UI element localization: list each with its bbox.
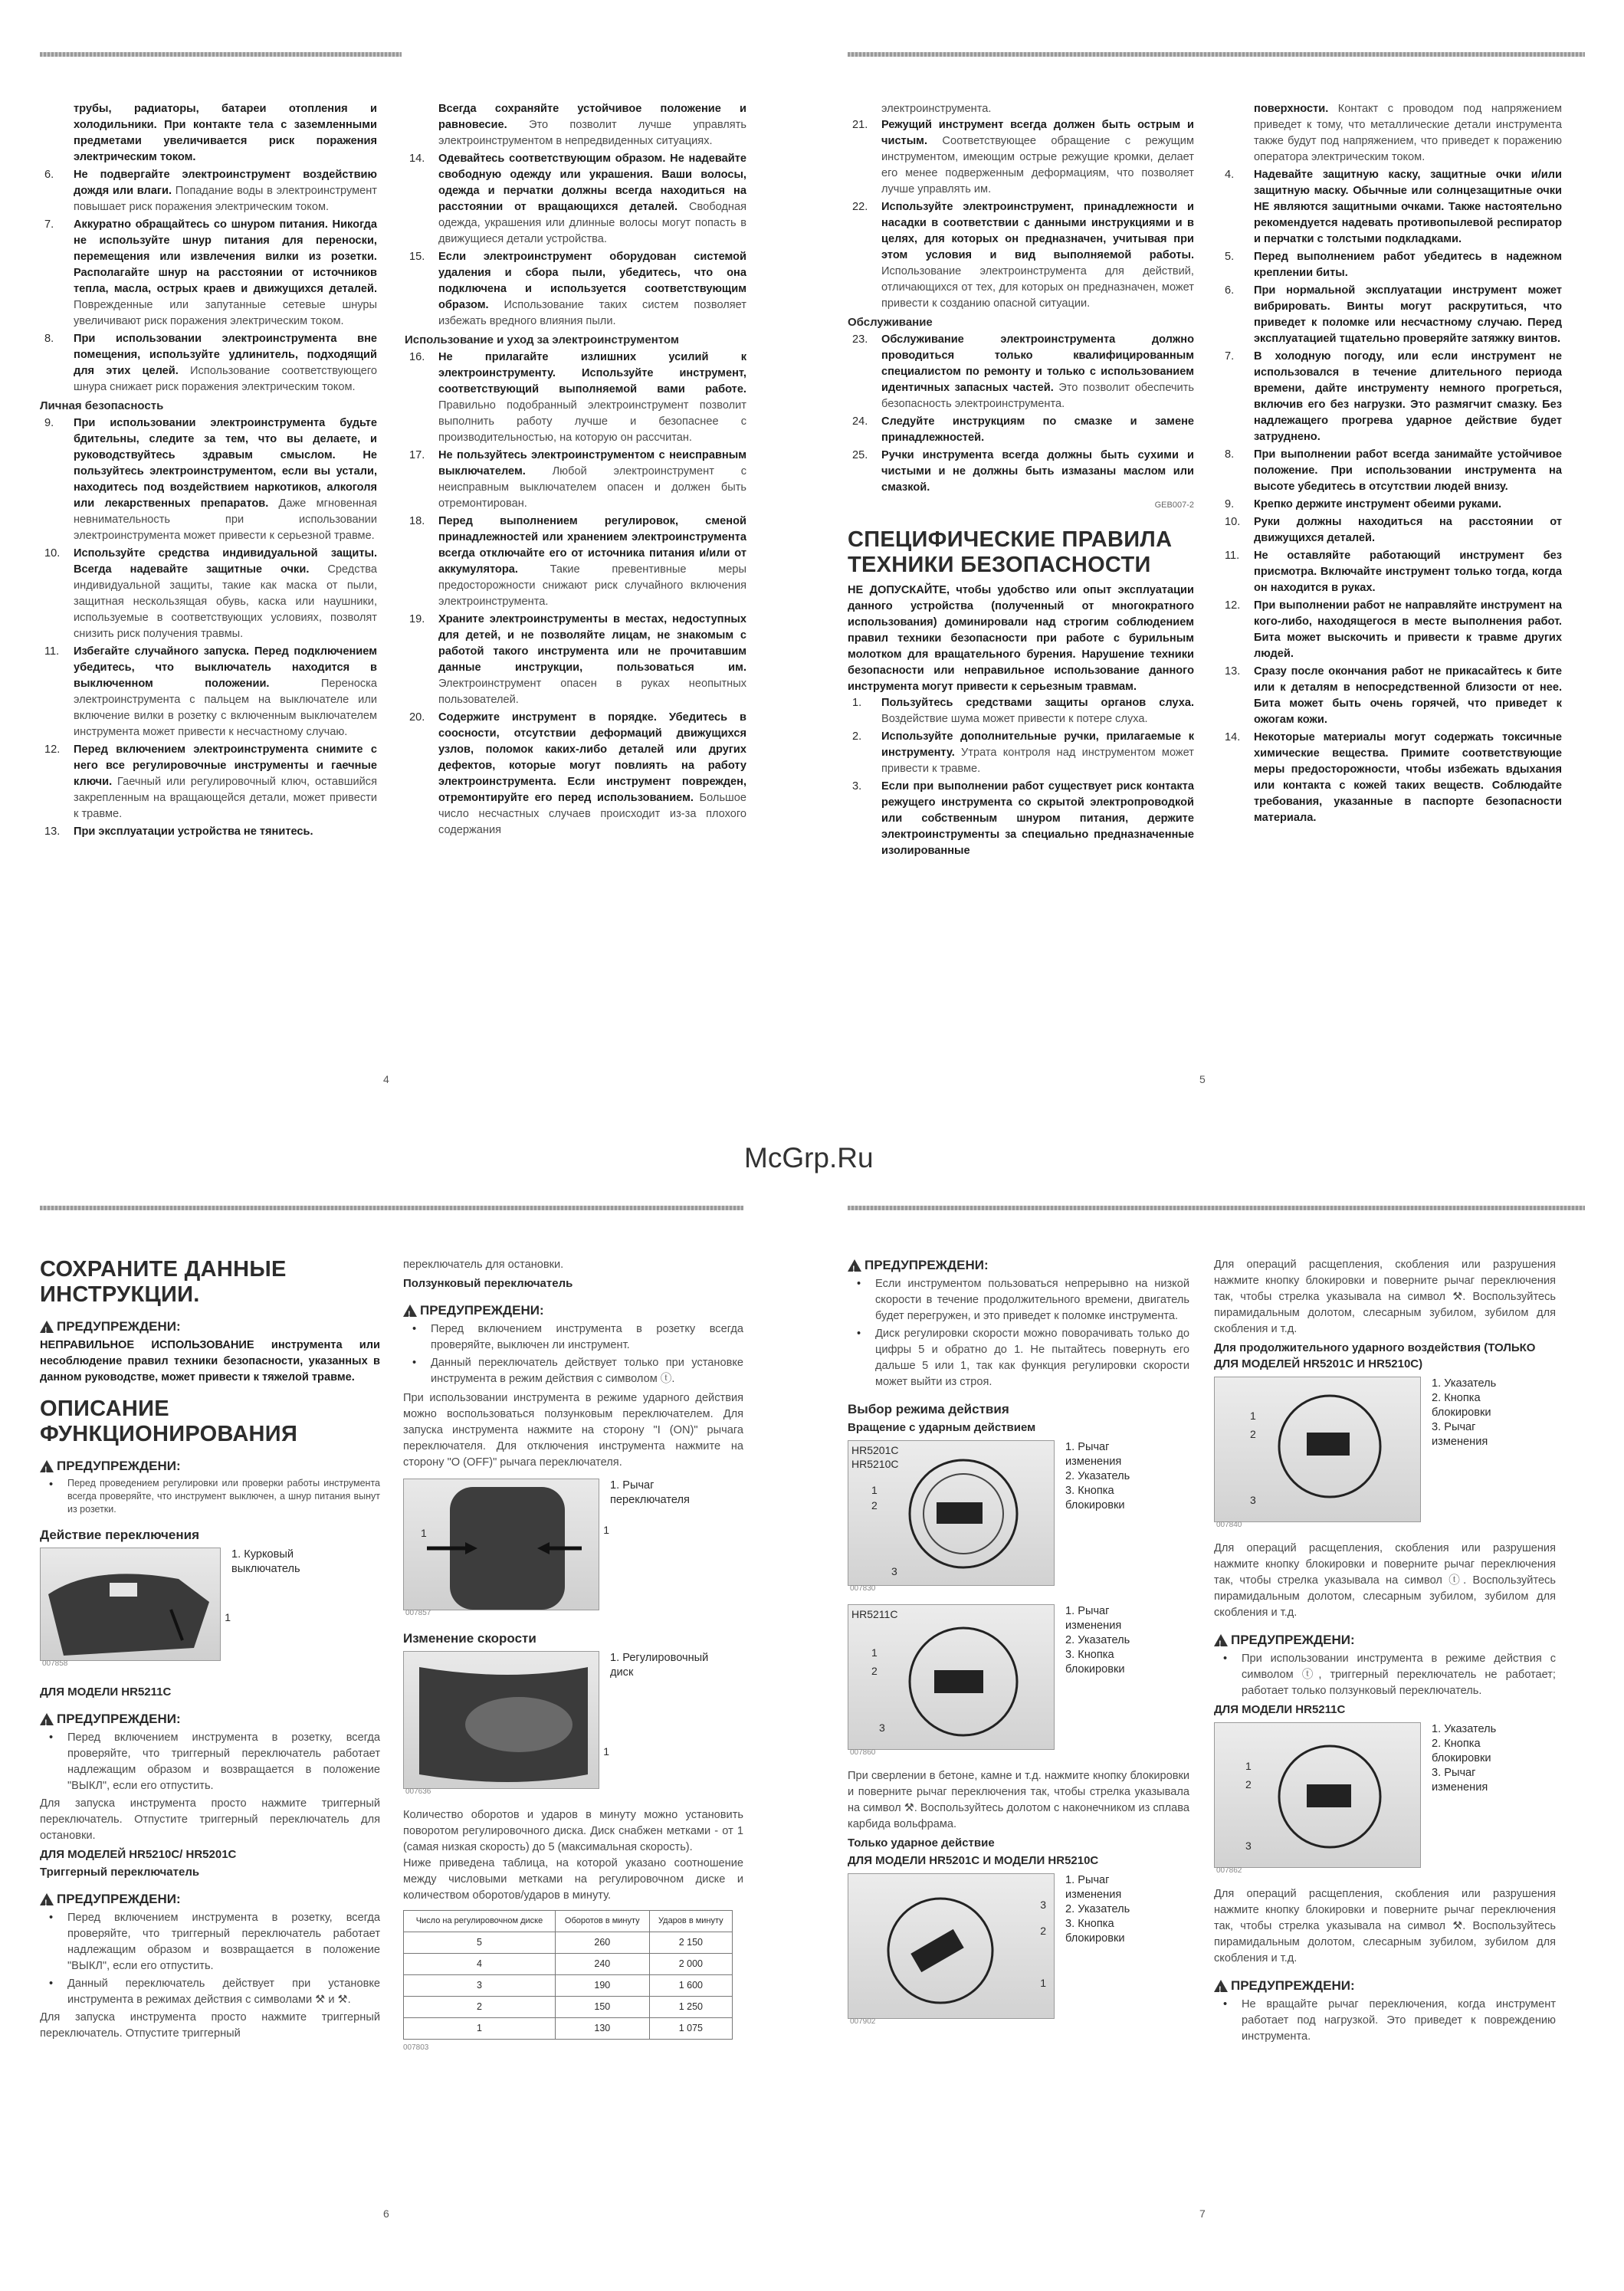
page6-top-rule bbox=[40, 1206, 743, 1210]
warning-icon bbox=[40, 1321, 54, 1333]
figure-rotation-hammer-hr5211c: HR5211C 1 2 3 007860 1. Рычаг изменения 2. Указатель 3. Кнопка блокировки bbox=[848, 1604, 1189, 1750]
warning-title: ! ПРЕДУПРЕЖДЕНИ: bbox=[403, 1302, 743, 1318]
rule-item-16: 16. Не прилагайте излишних усилий к электроинструменту. Используйте инструмент, соответствующий выполняемой вами работе. Правильно подобранный электроинструмент позволит выполнить работу лучше и безопаснее с производительностью, на которую он рассчитан. bbox=[409, 351, 746, 444]
trigger-switch-illustration: 1 007858 bbox=[40, 1548, 221, 1661]
section-service: Обслуживание bbox=[848, 316, 933, 329]
warning-icon bbox=[403, 1305, 417, 1317]
save-instructions-heading: СОХРАНИТЕ ДАННЫЕ ИНСТРУКЦИИ. bbox=[40, 1257, 287, 1307]
rule-item-12: 12. Перед включением электроинструмента снимите с него все регулировочные инструменты и гаечные ключи. Гаечный или регулировочный ключ, оставшийся закрепленным на вращающейся детали, может привести к травме. bbox=[44, 743, 377, 820]
page-number-6: 6 bbox=[383, 2207, 389, 2220]
mode-lever-illustration: 1 2 3 007840 bbox=[1214, 1377, 1421, 1522]
figure-trigger-switch: 1 007858 1. Курковый выключатель bbox=[40, 1548, 380, 1661]
page7-column-1: ! ПРЕДУПРЕЖДЕНИ: • Если инструментом пользоваться непрерывно на низкой скорости в течение продолжительного времени, двигатель будет перегружен, и это приведет к поломке инструмента. • Диск регулировки скорости можно поворачивать только до цифры 5 и обратно до 1. Не пытайтесь повернуть его дальше 5 или 1, так как функция регулировки скорости может выйти из строя. Выбор режима действия Вращение с ударным действием HR5201C HR5210C 1 2 3 007830 1. Рычаг изменения 2. Указатель 3. Кнопка блокировки HR5211C 1 2 3 007860 1. Рычаг изменения 2. Указатель 3. Кнопка блокировки При сверлении в бетоне, камне и т.д. нажмите кнопку блокировки и поверните рычаг переключения так, чтобы стрелка указывала на символ ⚒. Воспользуйтесь долотом с наконечником из сплава карбида вольфрама. Только ударное действие ДЛЯ МОДЕЛИ HR5201C И МОДЕЛИ HR5210C 3 2 1 007902 1. Рычаг изменения 2. Указатель 3. Кнопка блокировки bbox=[848, 1257, 1189, 2023]
warning-icon bbox=[848, 1259, 861, 1272]
warning-icon bbox=[1214, 1980, 1228, 1992]
rule-item-22: 22. Используйте электроинструмент, принадлежности и насадки в соответствии с данными инструкциями и в целях, для которых он предназначен, учитывая при этом условия и вид выполняемой работы. Использование электроинструмента для действий, отличающихся от тех, для которых он предназначен, может привести к созданию опасной ситуации. bbox=[852, 201, 1194, 310]
rule-item-21: 21. Режущий инструмент всегда должен быть острым и чистым. Соответствующее обращение с режущим инструментом, имеющим острые режущие кромки, делает его менее подверженным деформациям, что позволяет лучше управлять им. bbox=[852, 119, 1194, 195]
specific-item-1: 1. Пользуйтесь средствами защиты органов слуха. Воздействие шума может привести к потере слуха. bbox=[852, 697, 1194, 725]
page7-top-rule bbox=[848, 1206, 1585, 1210]
page4-column-1: трубы, радиаторы, батареи отопления и холодильники. При контакте тела с заземленными предметами увеличивается риск поражения электрическим током. 6. Не подвергайте электроинструмент воздействию дождя или влаги. Попадание воды в электроинструмент повышает риск поражения электрическим током. 7. Аккуратно обращайтесь со шнуром питания. Никогда не используйте шнур питания для переноски, перемещения или извлечения вилки из розетки. Располагайте шнур на расстоянии от источников тепла, масла, острых краев и движущихся деталей. Поврежденные или запутанные сетевые шнуры увеличивают риск поражения электрическим током. 8. При использовании электроинструмента вне помещения, используйте удлинитель, подходящий для этих целей. Использование соответствующего шнура снижает риск поражения электрическим током. Личная безопасность 9. При использовании электроинструмента будьте бдительны, следите за тем, что вы делаете, и руководствуйтесь здравым смыслом. Не пользуйтесь электроинструментом, если вы устали, находитесь под воздействием наркотиков, алкоголя или лекарственных препаратов. Даже мгновенная невнимательность при использовании электроинструмента может привести к серьезной травме. 10. Используйте средства индивидуальной защиты. Всегда надевайте защитные очки. Средства индивидуальной защиты, такие как маска от пыли, защитная нескользящая обувь, каска или наушники, используемые в соответствующих условиях, позволят снизить риск получения травмы. 11. Избегайте случайного запуска. Перед подключением убедитесь, что выключатель находится в выключенном положении. Переноска электроинструмента с пальцем на выключателе или включение вилки в розетку с включенным выключателем инструмента может привести к несчастному случаю. 12. Перед включением электроинструмента снимите с него все регулировочные инструменты и гаечные ключи. Гаечный или регулировочный ключ, оставшийся закрепленным на вращающейся детали, может привести к травме. 13. При эксплуатации устройства не тянитесь. bbox=[40, 101, 377, 842]
specific-item-6: 6. При нормальной эксплуатации инструмент может вибрировать. Винты могут раскрутиться, что приведет к поломке или несчастному случаю. Перед эксплуатацией тщательно проверяйте затяжку винтов. bbox=[1225, 284, 1562, 345]
rule-item-7: 7. Аккуратно обращайтесь со шнуром питания. Никогда не используйте шнур питания для переноски, перемещения или извлечения вилки из розетки. Располагайте шнур на расстоянии от источников тепла, масла, острых краев и движущихся деталей. Поврежденные или запутанные сетевые шнуры увеличивают риск поражения электрическим током. bbox=[44, 218, 377, 327]
specific-item-8: 8. При выполнении работ всегда занимайте устойчивое положение. При использовании инструмента на высоте убедитесь в отсутствии людей внизу. bbox=[1225, 448, 1562, 493]
page5-top-rule bbox=[848, 52, 1585, 57]
rule-item-6: 6. Не подвергайте электроинструмент воздействию дождя или влаги. Попадание воды в электроинструмент повышает риск поражения электрическим током. bbox=[44, 169, 377, 213]
rule-item-8: 8. При использовании электроинструмента вне помещения, используйте удлинитель, подходящий для этих целей. Использование соответствующего шнура снижает риск поражения электрическим током. bbox=[44, 333, 377, 393]
speed-change-heading: Изменение скорости bbox=[403, 1631, 536, 1646]
specific-item-14: 14. Некоторые материалы могут содержать токсичные химические вещества. Примите соответствующие меры предосторожности, чтобы избежать вдыхания или контакта с кожей таких веществ. Соблюдайте требования, указанные в паспорте безопасности материала. bbox=[1225, 731, 1562, 824]
warning-title: ! ПРЕДУПРЕЖДЕНИ: bbox=[40, 1458, 380, 1474]
table-row: 2 150 1 250 bbox=[404, 1997, 733, 2018]
mode-lever-illustration: HR5201C HR5210C 1 2 3 007830 bbox=[848, 1440, 1055, 1586]
page6-column-2: переключатель для остановки. Ползунковый переключатель ! ПРЕДУПРЕЖДЕНИ: • Перед включением инструмента в розетку всегда проверяйте, выключен ли инструмент. • Данный переключатель действует только при установке инструмента в режим действия с символом ⓣ. При использовании инструмента в режиме ударного действия можно воспользоваться ползунковым переключателем. Для запуска инструмента нажмите на сторону "I (ON)" рычага переключателя. Для отключения инструмента нажмите на сторону "O (OFF)" рычага переключателя. 1 1 007857 1. Рычаг переключателя Изменение скорости 1 007636 1. Регулировочный диск Количество оборотов и ударов в минуту можно установить поворотом регулировочного диска. Диск снабжен метками - от 1 (самая низкая скорость) до 5 (максимальная скорость). Ниже приведена таблица, на которой указано соотношение между числовыми метками на регулировочном диске и количеством оборотов/ударов в минуту. Число на регулировочном диске Оборотов в минуту Ударов в минуту 5 260 2 150 4 240 2 000 3 190 1 600 2 150 1 250 1 130 1 075 007803 bbox=[403, 1257, 743, 2056]
figure-speed-dial: 1 007636 1. Регулировочный диск bbox=[403, 1651, 743, 1789]
rule-item-13: 13. При эксплуатации устройства не тянитесь. bbox=[44, 825, 313, 838]
mode-lever-illustration: HR5211C 1 2 3 007860 bbox=[848, 1604, 1055, 1750]
page5-column-1: электроинструмента. 21. Режущий инструмент всегда должен быть острым и чистым. Соответствующее обращение с режущим инструментом, имеющим острые режущие кромки, делает его менее подверженным деформациям, что позволяет лучше управлять им. 22. Используйте электроинструмент, принадлежности и насадки в соответствии с данными инструкциями и в целях, для которых он предназначен, учитывая при этом условия и вид выполняемой работы. Использование электроинструмента для действий, отличающихся от тех, для которых он предназначен, может привести к созданию опасной ситуации. Обслуживание 23. Обслуживание электроинструмента должно проводиться только квалифицированным специалистом по ремонту и только с использованием идентичных запасных частей. Это позволит обеспечить безопасность электроинструмента. 24. Следуйте инструкциям по смазке и замене принадлежностей. 25. Ручки инструмента всегда должны быть сухими и чистыми и не должны быть измазаны маслом или смазкой. GEB007-2 СПЕЦИФИЧЕСКИЕ ПРАВИЛА ТЕХНИКИ БЕЗОПАСНОСТИ НЕ ДОПУСКАЙТЕ, чтобы удобство или опыт эксплуатации данного устройства (полученный от многократного использования) доминировали над строгим соблюдением правил техники безопасности при работе с бурильным молотком для вращательного бурения. Нарушение техники безопасности или неправильное использование данного инструмента могут привести к серьезным травмам. 1. Пользуйтесь средствами защиты органов слуха. Воздействие шума может привести к потере слуха. 2. Используйте дополнительные ручки, прилагаемые к инструменту. Утрата контроля над инструментом может привести к травме. 3. Если при выполнении работ существует риск контакта режущего инструмента со скрытой электропроводкой или собственным шнуром питания, держите электроинструменты за специально предназначенные изолированные bbox=[848, 101, 1194, 861]
warning-icon bbox=[1214, 1634, 1228, 1646]
rule-item-11: 11. Избегайте случайного запуска. Перед подключением убедитесь, что выключатель находится в выключенном положении. Переноска электроинструмента с пальцем на выключателе или включение вилки в розетку с включенным выключателем инструмента может привести к несчастному случаю. bbox=[44, 645, 378, 738]
page5-column-2: поверхности. Контакт с проводом под напряжением приведет к тому, что металлические детали инструмента также будут под напряжением, что приведет к поражению оператора электрическим током. 4. Надевайте защитную каску, защитные очки и/или защитную маску. Обычные или солнцезащитные очки НЕ являются защитными очками. Также настоятельно рекомендуется надевать противопылевой респиратор и перчатки с толстыми подкладками. 5. Перед выполнением работ убедитесь в надежном креплении биты. 6. При нормальной эксплуатации инструмент может вибрировать. Винты могут раскрутиться, что приведет к поломке или несчастному случаю. Перед эксплуатацией тщательно проверяйте затяжку винтов. 7. В холодную погоду, или если инструмент не использовался в течение длительного периода времени, дайте инструменту немного прогреться, включив его без нагрузки. Это размягчит смазку. Без надлежащего прогрева ударное действие будет затруднено. 8. При выполнении работ всегда занимайте устойчивое положение. При использовании инструмента на высоте убедитесь в отсутствии людей внизу. 9. Крепко держите инструмент обеими руками. 10. Руки должны находиться на расстоянии от движущихся деталей. 11. Не оставляйте работающий инструмент без присмотра. Включайте инструмент только тогда, когда он находится в руках. 12. При выполнении работ не направляйте инструмент на кого-либо, находящегося в месте выполнения работ. Бита может выскочить и привести к травме других людей. 13. Сразу после окончания работ не прикасайтесь к бите или к деталям в непосредственной близости от нее. Бита может быть очень горячей, что приведет к ожогам кожи. 14. Некоторые материалы могут содержать токсичные химические вещества. Примите соответствующие меры предосторожности, чтобы избежать вдыхания или контакта с кожей таких веществ. Соблюдайте требования, указанные в паспорте безопасности материала. bbox=[1220, 101, 1562, 828]
warning-title: ! ПРЕДУПРЕЖДЕНИ: bbox=[848, 1257, 1189, 1273]
warning-title: ! ПРЕДУПРЕЖДЕНИ: bbox=[40, 1711, 380, 1727]
specific-item-10: 10. Руки должны находиться на расстоянии от движущихся деталей. bbox=[1225, 516, 1562, 544]
rule-item-14: 14. Одевайтесь соответствующим образом. Не надевайте свободную одежду или украшения. Ваши волосы, одежда и перчатки должны всегда находиться на расстоянии от вращающихся деталей. Свободная одежда, украшения или длинные волосы могут попасть в движущиеся детали устройства. bbox=[409, 153, 746, 245]
safety-bold-intro: НЕ ДОПУСКАЙТЕ, чтобы удобство или опыт эксплуатации данного устройства (полученный от многократного использования) доминировали над строгим соблюдением правил техники безопасности при работе с бурильным молотком для вращательного бурения. Нарушение техники безопасности или неправильное использование данного инструмента могут привести к серьезным травмам. bbox=[848, 584, 1194, 693]
rule-item-9: 9. При использовании электроинструмента будьте бдительны, следите за тем, что вы делаете, и руководствуйтесь здравым смыслом. Не пользуйтесь электроинструментом, если вы устали, находитесь под воздействием наркотиков, алкоголя или лекарственных препаратов. Даже мгновенная невнимательность при использовании электроинструмента может привести к серьезной травме. bbox=[44, 417, 377, 542]
page-number-7: 7 bbox=[1199, 2207, 1206, 2220]
figure-hammer-only: 3 2 1 007902 1. Рычаг изменения 2. Указатель 3. Кнопка блокировки bbox=[848, 1873, 1189, 2019]
table-row: 5 260 2 150 bbox=[404, 1932, 733, 1954]
rule-item-23: 23. Обслуживание электроинструмента должно проводиться только квалифицированным специалистом по ремонту и только с использованием идентичных запасных частей. Это позволит обеспечить безопасность электроинструмента. bbox=[852, 333, 1194, 410]
warning-title: ! ПРЕДУПРЕЖДЕНИ: bbox=[40, 1891, 380, 1907]
rule-item-18: 18. Перед выполнением регулировок, сменой принадлежностей или хранением электроинструмента всегда отключайте его от источника питания и/или от аккумулятора. Такие превентивные меры предосторожности снижают риск случайного включения электроинструмента. bbox=[409, 515, 746, 608]
warning-title: ! ПРЕДУПРЕЖДЕНИ: bbox=[40, 1318, 380, 1334]
warning-icon bbox=[40, 1893, 54, 1905]
specific-item-11: 11. Не оставляйте работающий инструмент без присмотра. Включайте инструмент только тогда, когда он находится в руках. bbox=[1225, 550, 1562, 594]
rule-item-15: 15. Если электроинструмент оборудован системой удаления и сбора пыли, убедитесь, что она подключена и используется соответствующим образом. Использование таких систем позволяет избежать вредного влияния пыли. bbox=[409, 251, 746, 327]
rule-item-24: 24. Следуйте инструкциям по смазке и замене принадлежностей. bbox=[852, 415, 1194, 444]
functional-description-heading: ОПИСАНИЕ ФУНКЦИОНИРОВАНИЯ bbox=[40, 1397, 298, 1446]
specific-item-9: 9. Крепко держите инструмент обеими руками. bbox=[1225, 498, 1502, 510]
table-row: 3 190 1 600 bbox=[404, 1975, 733, 1997]
specific-safety-heading: СПЕЦИФИЧЕСКИЕ ПРАВИЛА ТЕХНИКИ БЕЗОПАСНОСТИ bbox=[848, 527, 1173, 577]
figure-rotation-hammer: HR5201C HR5210C 1 2 3 007830 1. Рычаг изменения 2. Указатель 3. Кнопка блокировки bbox=[848, 1440, 1189, 1586]
rule-item-19: 19. Храните электроинструменты в местах, недоступных для детей, и не позволяйте лицам, не знакомым с работой такого инструмента или не прочитавшим данные инструкции, пользоваться им. Электроинструмент опасен в руках неопытных пользователей. bbox=[409, 613, 746, 706]
specific-item-3: 3. Если при выполнении работ существует риск контакта режущего инструмента со скрытой электропроводкой или собственным шнуром питания, держите электроинструменты за специально предназначенные изолированные bbox=[852, 780, 1194, 857]
page4-column-2: Всегда сохраняйте устойчивое положение и равновесие. Это позволит лучше управлять электроинструментом в непредвиденных ситуациях. 14. Одевайтесь соответствующим образом. Не надевайте свободную одежду или украшения. Ваши волосы, одежда и перчатки должны всегда находиться на расстоянии от вращающихся деталей. Свободная одежда, украшения или длинные волосы могут попасть в движущиеся детали устройства. 15. Если электроинструмент оборудован системой удаления и сбора пыли, убедитесь, что она подключена и используется соответствующим образом. Использование таких систем позволяет избежать вредного влияния пыли. Использование и уход за электроинструментом 16. Не прилагайте излишних усилий к электроинструменту. Используйте инструмент, соответствующий выполняемой вами работе. Правильно подобранный электроинструмент позволит выполнить работу лучше и безопаснее с производительностью, на которую он рассчитан. 17. Не пользуйтесь электроинструментом с неисправным выключателем. Любой электроинструмент с неисправным выключателем опасен и должен быть отремонтирован. 18. Перед выполнением регулировок, сменой принадлежностей или хранением электроинструмента всегда отключайте его от источника питания и/или от аккумулятора. Такие превентивные меры предосторожности снижают риск случайного включения электроинструмента. 19. Храните электроинструменты в местах, недоступных для детей, и не позволяйте лицам, не знакомым с работой такого инструмента или не прочитавшим данные инструкции, пользоваться им. Электроинструмент опасен в руках неопытных пользователей. 20. Содержите инструмент в порядке. Убедитесь в соосности, отсутствии деформаций движущихся узлов, поломок каких-либо деталей или других дефектов, которые могут повлиять на работу электроинструмента. Если инструмент поврежден, отремонтируйте его перед использованием. Большое число несчастных случаев происходит из-за плохого содержания bbox=[405, 101, 746, 840]
page4-top-rule bbox=[40, 52, 402, 57]
watermark: McGrp.Ru bbox=[744, 1142, 874, 1173]
rule-item-10: 10. Используйте средства индивидуальной защиты. Всегда надевайте защитные очки. Средства индивидуальной защиты, такие как маска от пыли, защитная нескользящая обувь, каска или наушники, используемые в соответствующих условиях, позволят снизить риск получения травмы. bbox=[44, 547, 377, 640]
doc-code: GEB007-2 bbox=[1154, 501, 1194, 510]
speed-dial-illustration: 1 007636 bbox=[403, 1651, 599, 1789]
speed-table: Число на регулировочном диске Оборотов в минуту Ударов в минуту 5 260 2 150 4 240 2 000 3 190 1 600 2 150 1 250 1 130 1 075 bbox=[403, 1910, 733, 2040]
table-row: 4 240 2 000 bbox=[404, 1954, 733, 1975]
warning-icon bbox=[40, 1460, 54, 1472]
page7-column-2: Для операций расщепления, скобления или разрушения нажмите кнопку блокировки и поверните рычаг переключения так, чтобы стрелка указывала на символ ⚒. Воспользуйтесь пирамидальным долотом, слесарным зубилом, зубилом для скобления и т.д. Для продолжительного ударного воздействия (ТОЛЬКО ДЛЯ МОДЕЛЕЙ HR5201C И HR5210C) 1 2 3 007840 1. Указатель 2. Кнопка блокировки 3. Рычаг изменения Для операций расщепления, скобления или разрушения нажмите кнопку блокировки и поверните рычаг переключения так, чтобы стрелка указывала на символ ⓣ. Воспользуйтесь пирамидальным долотом, слесарным зубилом, зубилом для скобления и т.д. ! ПРЕДУПРЕЖДЕНИ: • При использовании инструмента в режиме действия с символом ⓣ, триггерный переключатель не работает; работает только ползунковый переключатель. ДЛЯ МОДЕЛИ HR5211C 1 2 3 007862 1. Указатель 2. Кнопка блокировки 3. Рычаг изменения Для операций расщепления, скобления или разрушения нажмите кнопку блокировки и поверните рычаг переключения так, чтобы стрелка указывала на символ ⚒. Воспользуйтесь пирамидальным долотом, слесарным зубилом, зубилом для скобления и т.д. ! ПРЕДУПРЕЖДЕНИ: • Не вращайте рычаг переключения, когда инструмент работает под нагрузкой. Это приведет к повреждению инструмента. bbox=[1214, 1257, 1556, 2046]
page-number-5: 5 bbox=[1199, 1073, 1206, 1085]
figure-hr5211c-hammer: 1 2 3 007862 1. Указатель 2. Кнопка блокировки 3. Рычаг изменения bbox=[1214, 1722, 1556, 1868]
rule-item-17: 17. Не пользуйтесь электроинструментом с неисправным выключателем. Любой электроинструмент с неисправным выключателем опасен и должен быть отремонтирован. bbox=[409, 449, 746, 510]
section-personal-safety: Личная безопасность bbox=[40, 399, 164, 412]
rule-item-25: 25. Ручки инструмента всегда должны быть сухими и чистыми и не должны быть измазаны маслом или смазкой. bbox=[852, 449, 1194, 494]
table-row: 1 130 1 075 bbox=[404, 2018, 733, 2040]
mode-lever-illustration: 3 2 1 007902 bbox=[848, 1873, 1055, 2019]
section-use-and-care: Использование и уход за электроинструментом bbox=[405, 333, 679, 346]
specific-item-4: 4. Надевайте защитную каску, защитные очки и/или защитную маску. Обычные или солнцезащитные очки НЕ являются защитными очками. Также настоятельно рекомендуется надевать противопылевой респиратор и перчатки с толстыми подкладками. bbox=[1225, 169, 1562, 245]
warning-icon bbox=[40, 1713, 54, 1725]
specific-item-12: 12. При выполнении работ не направляйте инструмент на кого-либо, находящегося в месте выполнения работ. Бита может выскочить и привести к травме других людей. bbox=[1225, 599, 1562, 660]
page-number-4: 4 bbox=[383, 1073, 389, 1085]
mode-lever-illustration: 1 2 3 007862 bbox=[1214, 1722, 1421, 1868]
figure-slide-switch: 1 1 007857 1. Рычаг переключателя bbox=[403, 1479, 743, 1610]
specific-item-7: 7. В холодную погоду, или если инструмент не использовался в течение длительного периода времени, дайте инструменту немного прогреться, включив его без нагрузки. Это размягчит смазку. Без надлежащего прогрева ударное действие будет затруднено. bbox=[1225, 350, 1562, 443]
slide-switch-illustration: 1 1 007857 bbox=[403, 1479, 599, 1610]
rule-item-20: 20. Содержите инструмент в порядке. Убедитесь в соосности, отсутствии деформаций движущихся узлов, поломок каких-либо деталей или других дефектов, которые могут повлиять на работу электроинструмента. Если инструмент поврежден, отремонтируйте его перед использованием. Большое число несчастных случаев происходит из-за плохого содержания bbox=[409, 711, 746, 836]
specific-item-13: 13. Сразу после окончания работ не прикасайтесь к бите или к деталям в непосредственной близости от нее. Бита может быть очень горячей, что приведет к ожогам кожи. bbox=[1225, 665, 1562, 726]
specific-item-2: 2. Используйте дополнительные ручки, прилагаемые к инструменту. Утрата контроля над инструментом может привести к травме. bbox=[852, 730, 1194, 775]
page6-column-1: СОХРАНИТЕ ДАННЫЕ ИНСТРУКЦИИ. ! ПРЕДУПРЕЖДЕНИ: НЕПРАВИЛЬНОЕ ИСПОЛЬЗОВАНИЕ инструмента или несоблюдение правил техники безопасности, указанных в данном руководстве, может привести к тяжелой травме. ОПИСАНИЕ ФУНКЦИОНИРОВАНИЯ ! ПРЕДУПРЕЖДЕНИ: • Перед проведением регулировки или проверки работы инструмента всегда проверяйте, что инструмент выключен, а шнур питания вынут из розетки. Действие переключения 1 007858 1. Курковый выключатель ДЛЯ МОДЕЛИ HR5211C ! ПРЕДУПРЕЖДЕНИ: • Перед включением инструмента в розетку, всегда проверяйте, что триггерный переключатель работает надлежащим образом и возвращается в положение "ВЫКЛ", если его отпустить. Для запуска инструмента просто нажмите триггерный переключатель. Отпустите триггерный переключатель для остановки. ДЛЯ МОДЕЛЕЙ HR5210C/ HR5201C Триггерный переключатель ! ПРЕДУПРЕЖДЕНИ: • Перед включением инструмента в розетку, всегда проверяйте, что триггерный переключатель работает надлежащим образом и возвращается в положение "ВЫКЛ", если его отпустить. • Данный переключатель действует при установке инструмента в режимах действия с символами ⚒ и ⚒. Для запуска инструмента просто нажмите триггерный переключатель. Отпустите триггерный bbox=[40, 1257, 380, 2042]
warning-title: ! ПРЕДУПРЕЖДЕНИ: bbox=[1214, 1978, 1556, 1994]
figure-continuous-hammer: 1 2 3 007840 1. Указатель 2. Кнопка блокировки 3. Рычаг изменения bbox=[1214, 1377, 1556, 1522]
warning-title: ! ПРЕДУПРЕЖДЕНИ: bbox=[1214, 1632, 1556, 1648]
switch-action-heading: Действие переключения bbox=[40, 1528, 199, 1542]
specific-item-5: 5. Перед выполнением работ убедитесь в надежном креплении биты. bbox=[1225, 251, 1562, 279]
